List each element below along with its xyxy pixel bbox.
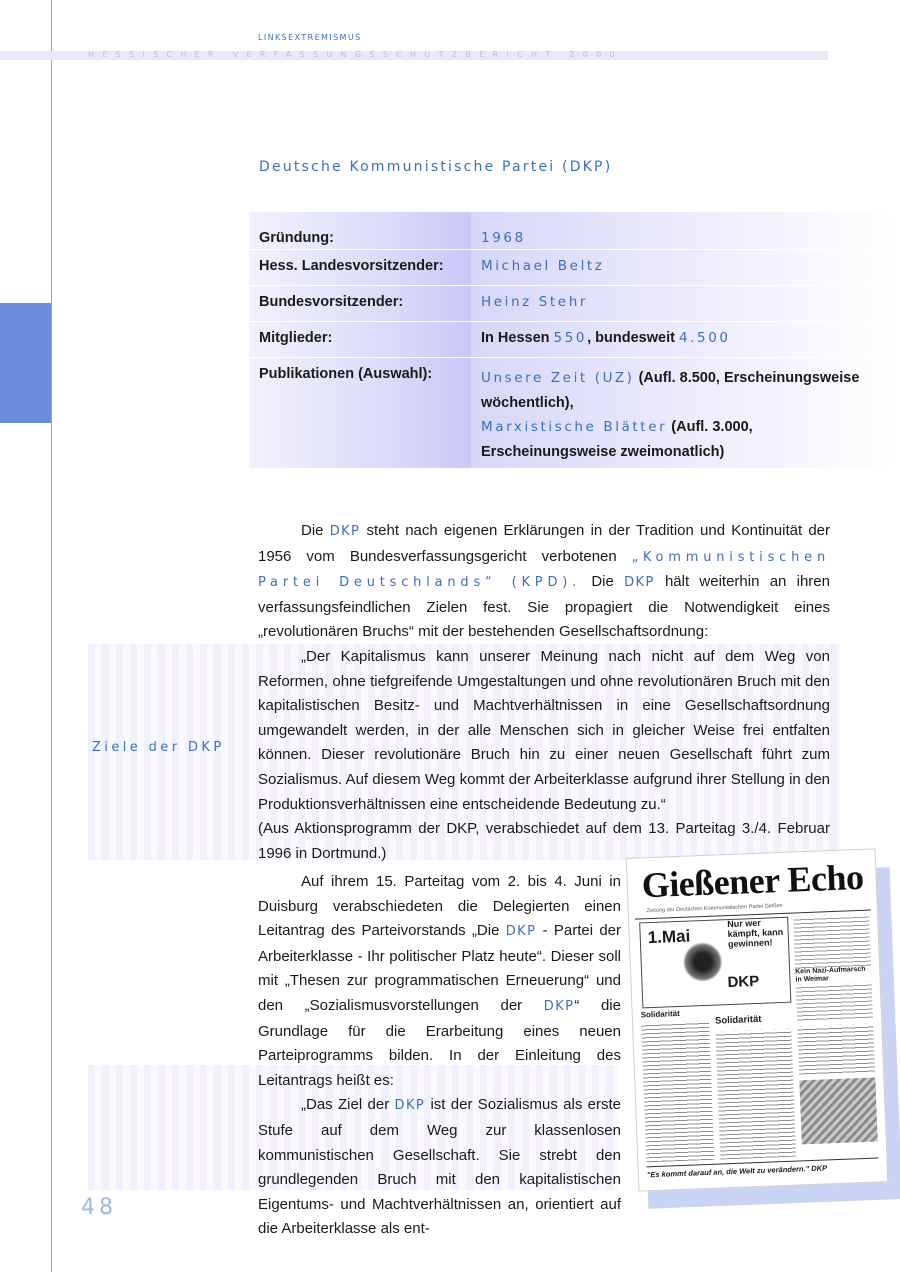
members-federal: 4.500 — [678, 330, 731, 346]
dkp-logo: DKP — [727, 972, 760, 992]
paragraph — [258, 870, 621, 1093]
text-column — [797, 1024, 875, 1077]
text-column — [641, 1020, 714, 1163]
fact-value — [471, 212, 895, 250]
headline-center: Solidarität — [714, 1013, 762, 1027]
table-row — [249, 250, 895, 286]
body-section-2 — [258, 870, 621, 1242]
newspaper-title: Gießener Echo — [640, 856, 865, 906]
keyword-dkp: DKP — [329, 524, 361, 539]
sidebar-color-block — [0, 303, 51, 423]
publication-2-detail: (Aufl. 3.000, Erscheinungsweise zweimonatlich) — [481, 419, 753, 460]
table-row — [249, 286, 895, 322]
fact-label: Mitglieder: — [249, 322, 471, 358]
may-day-heading: 1.Mai — [647, 926, 691, 948]
fact-label: Bundesvorsitzender: — [249, 286, 471, 322]
text-run: Auf ihrem 15. Parteitag vom 2. bis 4. Juni in Duisburg verabschiedeten die Delegierten einen Leitantrag des Parteivorstands „Die — [258, 873, 621, 940]
fact-label: Hess. Landesvorsitzender: — [249, 250, 471, 286]
fact-label: Gründung: — [249, 212, 471, 250]
text-run: „Das Ziel der — [301, 1096, 390, 1114]
founding-year: 1968 — [481, 230, 526, 246]
quote-paragraph — [258, 1093, 621, 1242]
federal-chair: Heinz Stehr — [481, 294, 589, 310]
table-row — [249, 212, 895, 250]
fact-label: Publikationen (Auswahl): — [249, 358, 471, 469]
paragraph — [258, 519, 830, 645]
text-run: ist der Sozialismus als erste Stufe auf dem Weg zur klassenlosen kommunistischen Gesellschaft. Sie strebt den grundlegenden Bruch mit den kapitalistischen Eigentums- und Machtverhältnissen an, orientiert auf die Arbeiterklasse als ent- — [258, 1096, 622, 1238]
state-chair: Michael Beltz — [481, 258, 605, 274]
fact-value — [471, 250, 895, 286]
publication-1-detail: (Aufl. 8.500, Erscheinungsweise wöchentlich), — [481, 370, 860, 411]
headline-left: Solidarität — [640, 1008, 680, 1020]
section-label: LINKSEXTREMISMUS — [258, 33, 362, 42]
text-run: Die — [301, 522, 324, 539]
text-run: steht nach eigenen Erklärungen in der Tradition und Kontinuität der 1956 vom Bundesverfassungsgericht verbotenen — [258, 522, 831, 565]
running-header: HESSISCHER VERFASSUNGSSCHUTZBERICHT 2000 — [88, 50, 623, 59]
publication-2: Marxistische Blätter — [481, 419, 668, 435]
slogan: Nur wer kämpft, kann gewinnen! — [727, 917, 784, 950]
quote-source: (Aus Aktionsprogramm der DKP, verabschiedet auf dem 13. Parteitag 3./4. Februar 1996 in Dortmund.) — [258, 820, 830, 862]
page-number: 48 — [81, 1195, 117, 1220]
margin-rule — [51, 0, 52, 1272]
keyword-dkp: DKP — [505, 924, 537, 940]
members-mid: , bundesweit — [587, 330, 675, 346]
page-title: Deutsche Kommunistische Partei (DKP) — [259, 159, 613, 175]
keyword-dkp: DKP — [543, 998, 575, 1014]
newspaper-subtitle: Zeitung der Deutschen Kommunistischen Partei Gießen — [646, 902, 783, 915]
fact-value — [471, 286, 895, 322]
text-run: Die — [591, 573, 614, 591]
table-row — [249, 358, 895, 469]
fact-value — [471, 358, 895, 469]
keyword-dkp: DKP — [394, 1098, 426, 1114]
text-run: “ die Grundlage für die Erarbeitung eines neuen Parteiprogramms bilden. In der Einleitung des Leitantrags heißt es: — [258, 996, 621, 1089]
facts-table — [249, 212, 895, 469]
newspaper-photo — [799, 1078, 877, 1145]
text-run: - Partei der Arbeiterklasse - Ihr politischer Platz heute“. Dieser soll mit „Thesen zur programmatischen Erneuerung“ und den „Sozialismusvorstellungen der — [258, 922, 622, 1014]
members-hessen: 550 — [553, 330, 588, 346]
text-column — [715, 1029, 796, 1160]
margin-note: Ziele der DKP — [92, 740, 225, 755]
text-run: hält weiterhin an ihren verfassungsfeindlichen Zielen fest. Sie propagiert die Notwendigkeit eines „revolutionären Bruchs“ mit der bestehenden Gesellschaftsordnung: — [258, 573, 830, 641]
quote-paragraph: „Der Kapitalismus kann unserer Meinung nach nicht auf dem Weg von Reformen, ohne tiefgreifende Umgestaltungen und ohne revolutionären Bruch mit den kapitalistischen Besitz- und Machtverhältnissen in eine Gesellschaftsordnung umgewandelt werden, in der alle Menschen sich in gleicher Weise frei entfalten können. Dieser revolutionäre Bruch hin zu einer neuen Gesellschaft führt zum Sozialismus. Auf diesem Weg kommt der Arbeiterklasse aufgrund ihrer Stellung in den Produktionsverhältnissen eine entscheidende Bedeutung zu.“ — [258, 647, 830, 813]
table-row — [249, 322, 895, 358]
members-prefix: In Hessen — [481, 330, 550, 346]
keyword-kpd: „Kommunistischen Partei Deutschlands“ (KPD). — [258, 549, 830, 591]
newspaper-footer: "Es kommt darauf an, die Welt zu verändern." DKP — [647, 1157, 879, 1179]
keyword-dkp: DKP — [624, 575, 655, 591]
publication-1: Unsere Zeit (UZ) — [481, 370, 635, 386]
body-section-1 — [258, 519, 830, 866]
newspaper-clipping — [626, 848, 889, 1191]
fact-value — [471, 322, 895, 358]
side-headline: Kein Nazi-Aufmarsch in Weimar — [795, 966, 872, 985]
